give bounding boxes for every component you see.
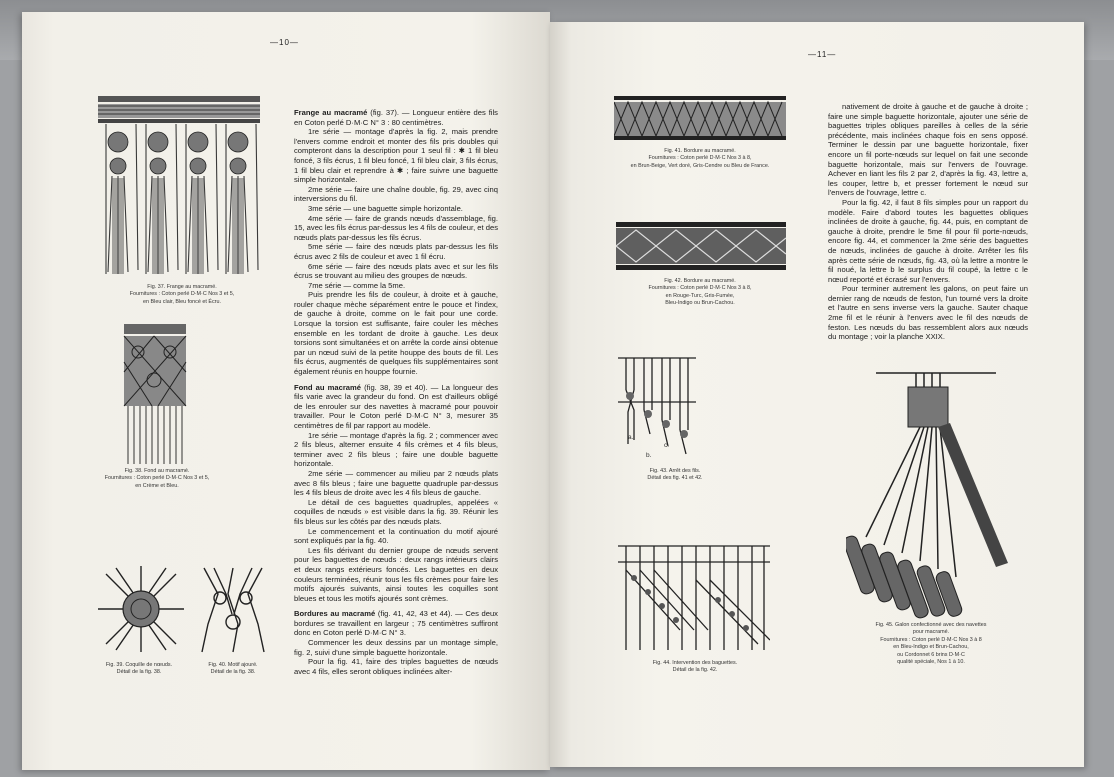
fig37-caption	[92, 284, 272, 306]
paragraph-text: (fig. 37). — Longueur entière des fils en Coton perlé D·M·C N° 3 : 80 centimètres.	[294, 108, 498, 127]
left-page	[22, 12, 550, 770]
caption-line: Fournitures : Coton perlé D·M·C Nos 3 et 5,	[104, 475, 210, 482]
text-paragraph	[294, 281, 498, 291]
paragraph-text: Puis prendre les fils de couleur, à droite et à gauche, rouler chaque mèche séparément entre le pouce et l'index, de gauche à droite, comme on le fait pour une corde. Lorsque la torsion est suffisante, faire couler les mèches ensemble en les tordant de droite à gauche. Les deux torsions sont simultanées et on arrête la corde ainsi obtenue par un nœud suivi de la petite houppe des bouts de fil. Les fils écrus, augmentés de quelques fils supplémentaires sont également réunis en houppe fournie.	[294, 290, 498, 377]
text-paragraph	[828, 198, 1028, 284]
text-paragraph	[294, 242, 498, 261]
paragraph-text: (fig. 41, 42, 43 et 44). — Ces deux bordures se travaillent en largeur ; 75 centimètres suffiront donc en Coton perlé D·M·C N° 3.	[294, 609, 498, 638]
caption-line: Fournitures : Coton perlé D·M·C Nos 3 à 8,	[648, 155, 752, 162]
page-number: —10—	[270, 38, 299, 47]
paragraph-text: 1re série — montage d'après la fig. 2, mais prendre l'envers comme endroit et monter des fils pris doubles qui compteront dans la description pour 1 seul fil : ✱ 1 fil bleu foncé, 3 fils écrus, 1 fil bleu foncé, 1 fil bleu clair, 3 fils écrus, 1 fil bleu clair et reprendre à ✱ ; faire suivre une baguette simple horizontale.	[294, 127, 498, 185]
caption-line: Bleu-Indigo ou Brun-Cachou.	[665, 300, 735, 307]
caption-line: Détail des fig. 41 et 42.	[647, 475, 703, 482]
paragraph-text: nativement de droite à gauche et de gauche à droite ; faire une simple baguette horizontale, ajouter une série de baguettes triples obliques pareilles à celles de la série précédente, mais inclinées chaque fois en sens opposé. Terminer le dessin par une baguette horizontale, fixer encore un fil porte-nœuds sur lequel on fait une seconde baguette horizontale, mais sur l'envers de l'ouvrage. Achever en liant les fils 2 par 2, d'après la fig. 43, lettre a, les couper, lettre b, et presser fortement le nœud sur l'envers de l'ouvrage, lettre c.	[828, 102, 1028, 198]
text-paragraph	[294, 383, 498, 431]
paragraph-text: Pour la fig. 41, faire des triples baguettes de nœuds avec 4 fils, elles seront obliques inclinées alter-	[294, 657, 498, 676]
caption-line: en Bleu clair, Bleu foncé et Écru.	[143, 298, 221, 305]
caption-line: en Crème et Bleu.	[135, 482, 179, 489]
caption-line: Fig. 41. Bordure au macramé.	[664, 148, 736, 154]
fig43-label-a: a.	[628, 434, 634, 441]
paragraph-text: Pour terminer autrement les galons, on peut faire un dernier rang de nœuds de feston, l'un tourné vers la droite et l'autre en sens inverse vers la gauche. Sauter chaque 2me fil et le réunir à l'envers avec le fil des nœuds de feston. Les nœuds du bas ressemblent alors aux nœuds du montage ; voir la planche XXIX.	[828, 284, 1028, 342]
fig43-caption	[600, 468, 750, 483]
text-paragraph	[294, 185, 498, 204]
fig45-caption	[846, 622, 1016, 666]
fig41-border-illustration	[614, 94, 786, 142]
caption-line: Fig. 42. Bordure au macramé.	[664, 278, 736, 284]
paragraph-text: 4me série — faire de grands nœuds d'assemblage, fig. 15, avec les fils écrus par-dessus les 4 fils de couleur, et des nœuds plats par-dessus les fils écrus.	[294, 213, 498, 242]
fig44-caption	[610, 660, 780, 675]
caption-line: Fig. 43. Arrêt des fils.	[649, 468, 701, 474]
paragraph-text: 7me série — comme la 5me.	[308, 280, 406, 290]
text-paragraph	[294, 127, 498, 185]
right-page	[550, 22, 1084, 767]
fig40-caption	[188, 662, 278, 677]
caption-line: Fig. 39. Coquille de nœuds.	[105, 662, 173, 668]
text-paragraph	[294, 469, 498, 498]
fig39-caption	[84, 662, 194, 677]
paragraph-text: Les fils dérivant du dernier groupe de nœuds servent pour les baguettes de nœuds : deux rangs intérieurs clairs et deux rangs extérieurs foncés. Les baguettes en deux couleurs terminées, réunir tous les fils crèmes pour faire les motifs ajourés suivants, ainsi toutes les coquilles sont bleues et tous les motifs ajourés sont crèmes.	[294, 545, 498, 603]
fig40-openwork-illustration	[198, 564, 268, 654]
section-heading: Frange au macramé	[294, 108, 368, 117]
text-paragraph	[294, 546, 498, 604]
right-text-column	[828, 102, 1028, 342]
paragraph-text: Commencer les deux dessins par un montage simple, fig. 2, suivi d'une simple baguette horizontale.	[294, 638, 498, 657]
paragraph-text: (fig. 38, 39 et 40). — La longueur des fils varie avec la grandeur du fond. On est d'ailleurs obligé de les enrouler sur des navettes à macramé pour pouvoir travailler. Pour le Coton perlé D·M·C N° 3, mesurer 35 centimètres de fil par rapport au modèle.	[294, 382, 498, 430]
fig41-caption	[600, 148, 800, 170]
text-paragraph	[294, 498, 498, 527]
text-paragraph	[294, 609, 498, 638]
fig43-thread-finishing-illustration	[616, 350, 698, 458]
fig42-caption	[600, 278, 800, 308]
fig37-fringe-illustration	[96, 94, 266, 280]
caption-line: Fig. 45. Galon confectionné avec des navettes	[875, 622, 987, 628]
page-number: —11—	[808, 50, 837, 59]
left-text-column	[294, 102, 498, 676]
caption-line: pour macramé.	[912, 629, 950, 636]
fig43-label-b: b.	[646, 452, 652, 459]
fig38-caption	[82, 468, 232, 490]
caption-line: Fig. 37. Frange au macramé.	[147, 284, 217, 290]
caption-line: Fournitures : Coton perlé D·M·C Nos 3 à 8	[880, 636, 982, 643]
paragraph-text: 5me série — faire des nœuds plats par-dessus les fils écrus avec 2 fils de couleur et avec 1 fil écru.	[294, 242, 498, 261]
text-paragraph	[294, 108, 498, 127]
text-paragraph	[828, 102, 1028, 198]
fig38-background-illustration	[122, 322, 188, 466]
paragraph-text: 1re série — montage d'après la fig. 2 ; commencer avec 2 fils bleus, alterner ensuite 4 fils crèmes et 4 fils bleus, terminer avec 2 fils bleus ; faire une double baguette horizontale.	[294, 430, 498, 469]
fig43-label-c: c.	[664, 442, 670, 449]
fig45-shuttles-illustration	[846, 367, 1016, 622]
text-paragraph	[294, 262, 498, 281]
caption-line: Fig. 40. Motif ajouré.	[208, 662, 258, 668]
caption-line: Fournitures : Coton perlé D·M·C Nos 3 à 8,	[648, 285, 752, 292]
paragraph-text: 2me série — faire une chaîne double, fig. 29, avec cinq interversions du fil.	[294, 184, 498, 204]
caption-line: en Rouge-Turc, Gris-Fumée,	[665, 292, 735, 299]
section-heading: Bordures au macramé	[294, 609, 376, 619]
text-paragraph	[294, 431, 498, 469]
text-paragraph	[294, 214, 498, 243]
caption-line: Fig. 38. Fond au macramé.	[124, 468, 190, 474]
text-paragraph	[294, 290, 498, 376]
paragraph-text: Le commencement et la continuation du motif ajouré sont expliqués par la fig. 40.	[294, 526, 498, 546]
paragraph-text: Le détail de ces baguettes quadruples, appelées « coquilles de nœuds » est visible dans la fig. 39. Réunir les fils bleus sur les côtés par des nœuds plats.	[294, 497, 498, 526]
paragraph-text: 3me série — une baguette simple horizontale.	[308, 203, 463, 213]
caption-line: Détail de la fig. 38.	[116, 669, 162, 676]
caption-line: en Bleu-Indigo et Brun-Cachou,	[893, 644, 969, 651]
fig42-border-illustration	[616, 220, 786, 272]
fig39-knot-shell-illustration	[96, 564, 186, 654]
caption-line: en Brun-Beige, Vert doré, Gris-Cendre ou Bleu de France.	[630, 162, 770, 169]
caption-line: Fournitures : Coton perlé D·M·C Nos 3 et 5,	[129, 291, 235, 298]
caption-line: ou Cordonnet 6 brins D·M·C	[897, 651, 965, 658]
caption-line: Détail de la fig. 42.	[672, 667, 718, 674]
text-paragraph	[294, 527, 498, 546]
text-paragraph	[294, 657, 498, 676]
text-paragraph	[294, 638, 498, 657]
caption-line: Détail de la fig. 38.	[210, 669, 256, 676]
paragraph-text: 2me série — commencer au milieu par 2 nœuds plats avec 8 fils bleus ; faire une baguette quadruple par-dessus les 4 fils bleus de droite avec les 4 fils bleus de gauche.	[294, 468, 498, 498]
fig44-baguettes-illustration	[618, 540, 770, 654]
text-paragraph	[294, 204, 498, 214]
caption-line: Fig. 44. Intervention des baguettes.	[652, 660, 738, 666]
section-heading: Fond au macramé	[294, 382, 362, 392]
caption-line: qualité spéciale, Nos 1 à 10.	[897, 659, 965, 666]
text-paragraph	[828, 284, 1028, 342]
paragraph-text: Pour la fig. 42, il faut 8 fils simples pour un rapport du modèle. Faire d'abord toutes les baguettes obliques inclinées de droite à gauche, fig. 44, puis, en comptant de gauche à droite, prendre le 5me fil pour fil porte-nœuds, encore fig. 44, et commencer la 2me série des baguettes de nœuds, inclinées de gauche à droite. Arrêter les fils après cette série de nœuds, fig. 43, où la lettre a montre le fil noué, la lettre b le surplus du fil coupé, la lettre c le nœud reporté et écrasé sur l'envers.	[828, 197, 1028, 284]
paragraph-text: 6me série — faire des nœuds plats avec et sur les fils écrus se trouvant au milieu des groupes de nœuds.	[294, 261, 498, 281]
